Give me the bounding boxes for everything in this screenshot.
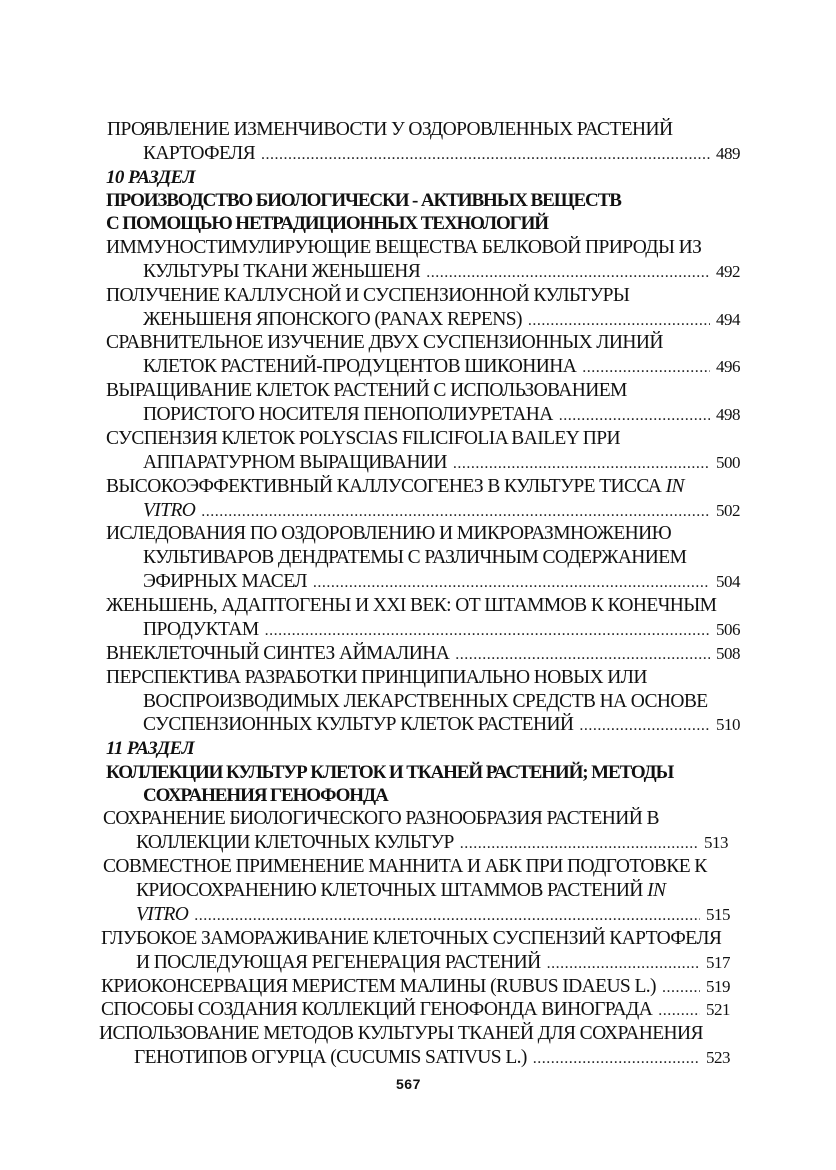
dot-leader xyxy=(460,832,698,856)
toc-entry-title: КРИОКОНСЕРВАЦИЯ МЕРИСТЕМ МАЛИНЫ (RUBUS IDAEUS L.) xyxy=(101,976,656,997)
toc-entry-title: ГЛУБОКОЕ ЗАМОРАЖИВАНИЕ КЛЕТОЧНЫХ СУСПЕНЗИЙ КАРТОФЕЛЯ xyxy=(101,928,722,949)
toc-entry-title: ИММУНОСТИМУЛИРУЮЩИЕ ВЕЩЕСТВА БЕЛКОВОЙ ПРИРОДЫ ИЗ xyxy=(106,237,702,258)
toc-entry-title: ВЫРАЩИВАНИЕ КЛЕТОК РАСТЕНИЙ С ИСПОЛЬЗОВАНИЕМ xyxy=(106,380,627,401)
toc-entry-last-line xyxy=(106,642,740,667)
toc-entry-title: КУЛЬТИВАРОВ ДЕНДРАТЕМЫ С РАЗЛИЧНЫМ СОДЕРЖАНИЕМ xyxy=(143,547,687,568)
toc-entry-title: ПРОЯВЛЕНИЕ ИЗМЕНЧИВОСТИ У ОЗДОРОВЛЕННЫХ РАСТЕНИЙ xyxy=(107,119,673,140)
toc-entry-title: СУСПЕНЗИЯ КЛЕТОК POLYSCIAS FILICIFOLIA BAILEY ПРИ xyxy=(106,428,620,449)
toc-entry-last-line xyxy=(136,903,730,928)
toc-entry-title: АППАРАТУРНОМ ВЫРАЩИВАНИИ xyxy=(143,452,447,473)
toc-entry-last-line xyxy=(143,260,740,285)
toc-entry-title: КРИОСОХРАНЕНИЮ КЛЕТОЧНЫХ ШТАММОВ РАСТЕНИЙ xyxy=(136,880,643,901)
toc-entry-last-line xyxy=(143,403,740,428)
dot-leader xyxy=(658,999,700,1023)
page-number: 513 xyxy=(704,833,728,852)
toc-entry-last-line xyxy=(143,308,740,333)
toc-entry-title: ЖЕНЬШЕНЯ ЯПОНСКОГО (PANAX REPENS) xyxy=(143,309,522,330)
toc-entry-title: СОХРАНЕНИЕ БИОЛОГИЧЕСКОГО РАЗНООБРАЗИЯ РАСТЕНИЙ В xyxy=(103,808,659,829)
section-title: КОЛЛЕКЦИИ КУЛЬТУР КЛЕТОК И ТКАНЕЙ РАСТЕНИЙ; МЕТОДЫ xyxy=(106,762,674,783)
dot-leader xyxy=(547,952,700,976)
page-number: 517 xyxy=(706,953,730,972)
toc-entry-title: ВОСПРОИЗВОДИМЫХ ЛЕКАРСТВЕННЫХ СРЕДСТВ НА ОСНОВЕ xyxy=(143,691,708,712)
toc-entry-title: КЛЕТОК РАСТЕНИЙ-ПРОДУЦЕНТОВ ШИКОНИНА xyxy=(143,356,577,377)
toc-entry-title: СРАВНИТЕЛЬНОЕ ИЗУЧЕНИЕ ДВУХ СУСПЕНЗИОННЫХ ЛИНИЙ xyxy=(106,332,663,353)
section-label: 10 РАЗДЕЛ xyxy=(106,167,196,188)
toc-entry-title: СПОСОБЫ СОЗДАНИЯ КОЛЛЕКЦИЙ ГЕНОФОНДА ВИНОГРАДА xyxy=(101,999,653,1020)
page-number: 508 xyxy=(716,644,740,663)
toc-entry-title: ИСЛЕДОВАНИЯ ПО ОЗДОРОВЛЕНИЮ И МИКРОРАЗМНОЖЕНИЮ xyxy=(106,523,672,544)
italic-term: VITRO xyxy=(136,904,189,925)
toc-entry-title: ЖЕНЬШЕНЬ, АДАПТОГЕНЫ И XXI ВЕК: ОТ ШТАММОВ К КОНЕЧНЫМ xyxy=(106,595,717,616)
section-title: СОХРАНЕНИЯ ГЕНОФОНДА xyxy=(143,785,388,806)
toc-entry-last-line xyxy=(143,570,740,595)
toc-entry-title: И ПОСЛЕДУЮЩАЯ РЕГЕНЕРАЦИЯ РАСТЕНИЙ xyxy=(136,952,541,973)
toc-entry-last-line xyxy=(143,618,740,643)
page-number: 498 xyxy=(716,405,740,424)
page-number: 504 xyxy=(716,572,740,591)
dot-leader xyxy=(453,452,710,476)
toc-entry-title: ПОЛУЧЕНИЕ КАЛЛУСНОЙ И СУСПЕНЗИОННОЙ КУЛЬТУРЫ xyxy=(106,285,630,306)
toc-entry-last-line xyxy=(101,998,730,1023)
toc-entry-title: ВЫСОКОЭФФЕКТИВНЫЙ КАЛЛУСОГЕНЕЗ В КУЛЬТУРЕ ТИССА xyxy=(106,476,662,497)
toc-entry-title: ГЕНОТИПОВ ОГУРЦА (CUCUMIS SATIVUS L.) xyxy=(134,1047,527,1068)
italic-term: IN xyxy=(647,880,666,901)
page-number: 506 xyxy=(716,620,740,639)
dot-leader xyxy=(662,976,700,1000)
dot-leader xyxy=(559,404,710,428)
toc-entry-title-line xyxy=(106,475,684,499)
toc-entry-title: КАРТОФЕЛЯ xyxy=(143,143,256,164)
toc-entry-title: ВНЕКЛЕТОЧНЫЙ СИНТЕЗ АЙМАЛИНА xyxy=(106,643,450,664)
toc-entry-title: КУЛЬТУРЫ ТКАНИ ЖЕНЬШЕНЯ xyxy=(143,261,421,282)
page-number: 515 xyxy=(706,905,730,924)
toc-entry-title: ПОРИСТОГО НОСИТЕЛЯ ПЕНОПОЛИУРЕТАНА xyxy=(143,404,553,425)
dot-leader xyxy=(201,500,710,524)
toc-entry-last-line xyxy=(136,831,728,856)
dot-leader xyxy=(533,1047,700,1071)
toc-entry-title: КОЛЛЕКЦИИ КЛЕТОЧНЫХ КУЛЬТУР xyxy=(136,832,454,853)
toc-entry-last-line xyxy=(136,951,730,976)
page-number: 521 xyxy=(706,1000,730,1019)
page-number: 492 xyxy=(716,262,740,281)
dot-leader xyxy=(261,143,710,167)
page-number: 510 xyxy=(716,715,740,734)
toc-entry-title: СУСПЕНЗИОННЫХ КУЛЬТУР КЛЕТОК РАСТЕНИЙ xyxy=(143,714,574,735)
section-title: С ПОМОЩЬЮ НЕТРАДИЦИОННЫХ ТЕХНОЛОГИЙ xyxy=(106,213,548,234)
page-number: 489 xyxy=(716,144,740,163)
dot-leader xyxy=(579,714,710,738)
page-number: 500 xyxy=(716,453,740,472)
section-label: 11 РАЗДЕЛ xyxy=(106,738,195,759)
toc-entry-last-line xyxy=(143,713,740,738)
toc-entry-last-line xyxy=(143,451,740,476)
italic-term: IN xyxy=(665,476,684,497)
section-title: ПРОИЗВОДСТВО БИОЛОГИЧЕСКИ - АКТИВНЫХ ВЕЩЕСТВ xyxy=(106,190,621,211)
dot-leader xyxy=(528,309,710,333)
dot-leader xyxy=(426,261,710,285)
page-folio: 567 xyxy=(396,1076,421,1092)
toc-entry-last-line xyxy=(143,499,740,524)
toc-entry-title: ПРОДУКТАМ xyxy=(143,619,259,640)
toc-entry-last-line xyxy=(134,1046,730,1071)
page-number: 519 xyxy=(706,977,730,996)
toc-entry-last-line xyxy=(101,975,730,1000)
dot-leader xyxy=(313,571,710,595)
dot-leader xyxy=(455,643,710,667)
toc-entry-last-line xyxy=(143,355,740,380)
dot-leader xyxy=(265,619,710,643)
page-number: 523 xyxy=(706,1048,730,1067)
page-number: 502 xyxy=(716,501,740,520)
dot-leader xyxy=(194,904,700,928)
toc-entry-title: ЭФИРНЫХ МАСЕЛ xyxy=(143,571,307,592)
page-number: 494 xyxy=(716,310,740,329)
toc-entry-title-line xyxy=(136,879,665,903)
toc-entry-last-line xyxy=(143,142,740,167)
page-number: 496 xyxy=(716,357,740,376)
italic-term: VITRO xyxy=(143,500,196,521)
toc-entry-title: ИСПОЛЬЗОВАНИЕ МЕТОДОВ КУЛЬТУРЫ ТКАНЕЙ ДЛЯ СОХРАНЕНИЯ xyxy=(99,1023,703,1044)
toc-entry-title: СОВМЕСТНОЕ ПРИМЕНЕНИЕ МАННИТА И АБК ПРИ ПОДГОТОВКЕ К xyxy=(103,856,707,877)
toc-entry-title: ПЕРСПЕКТИВА РАЗРАБОТКИ ПРИНЦИПИАЛЬНО НОВЫХ ИЛИ xyxy=(106,667,647,688)
dot-leader xyxy=(582,356,710,380)
